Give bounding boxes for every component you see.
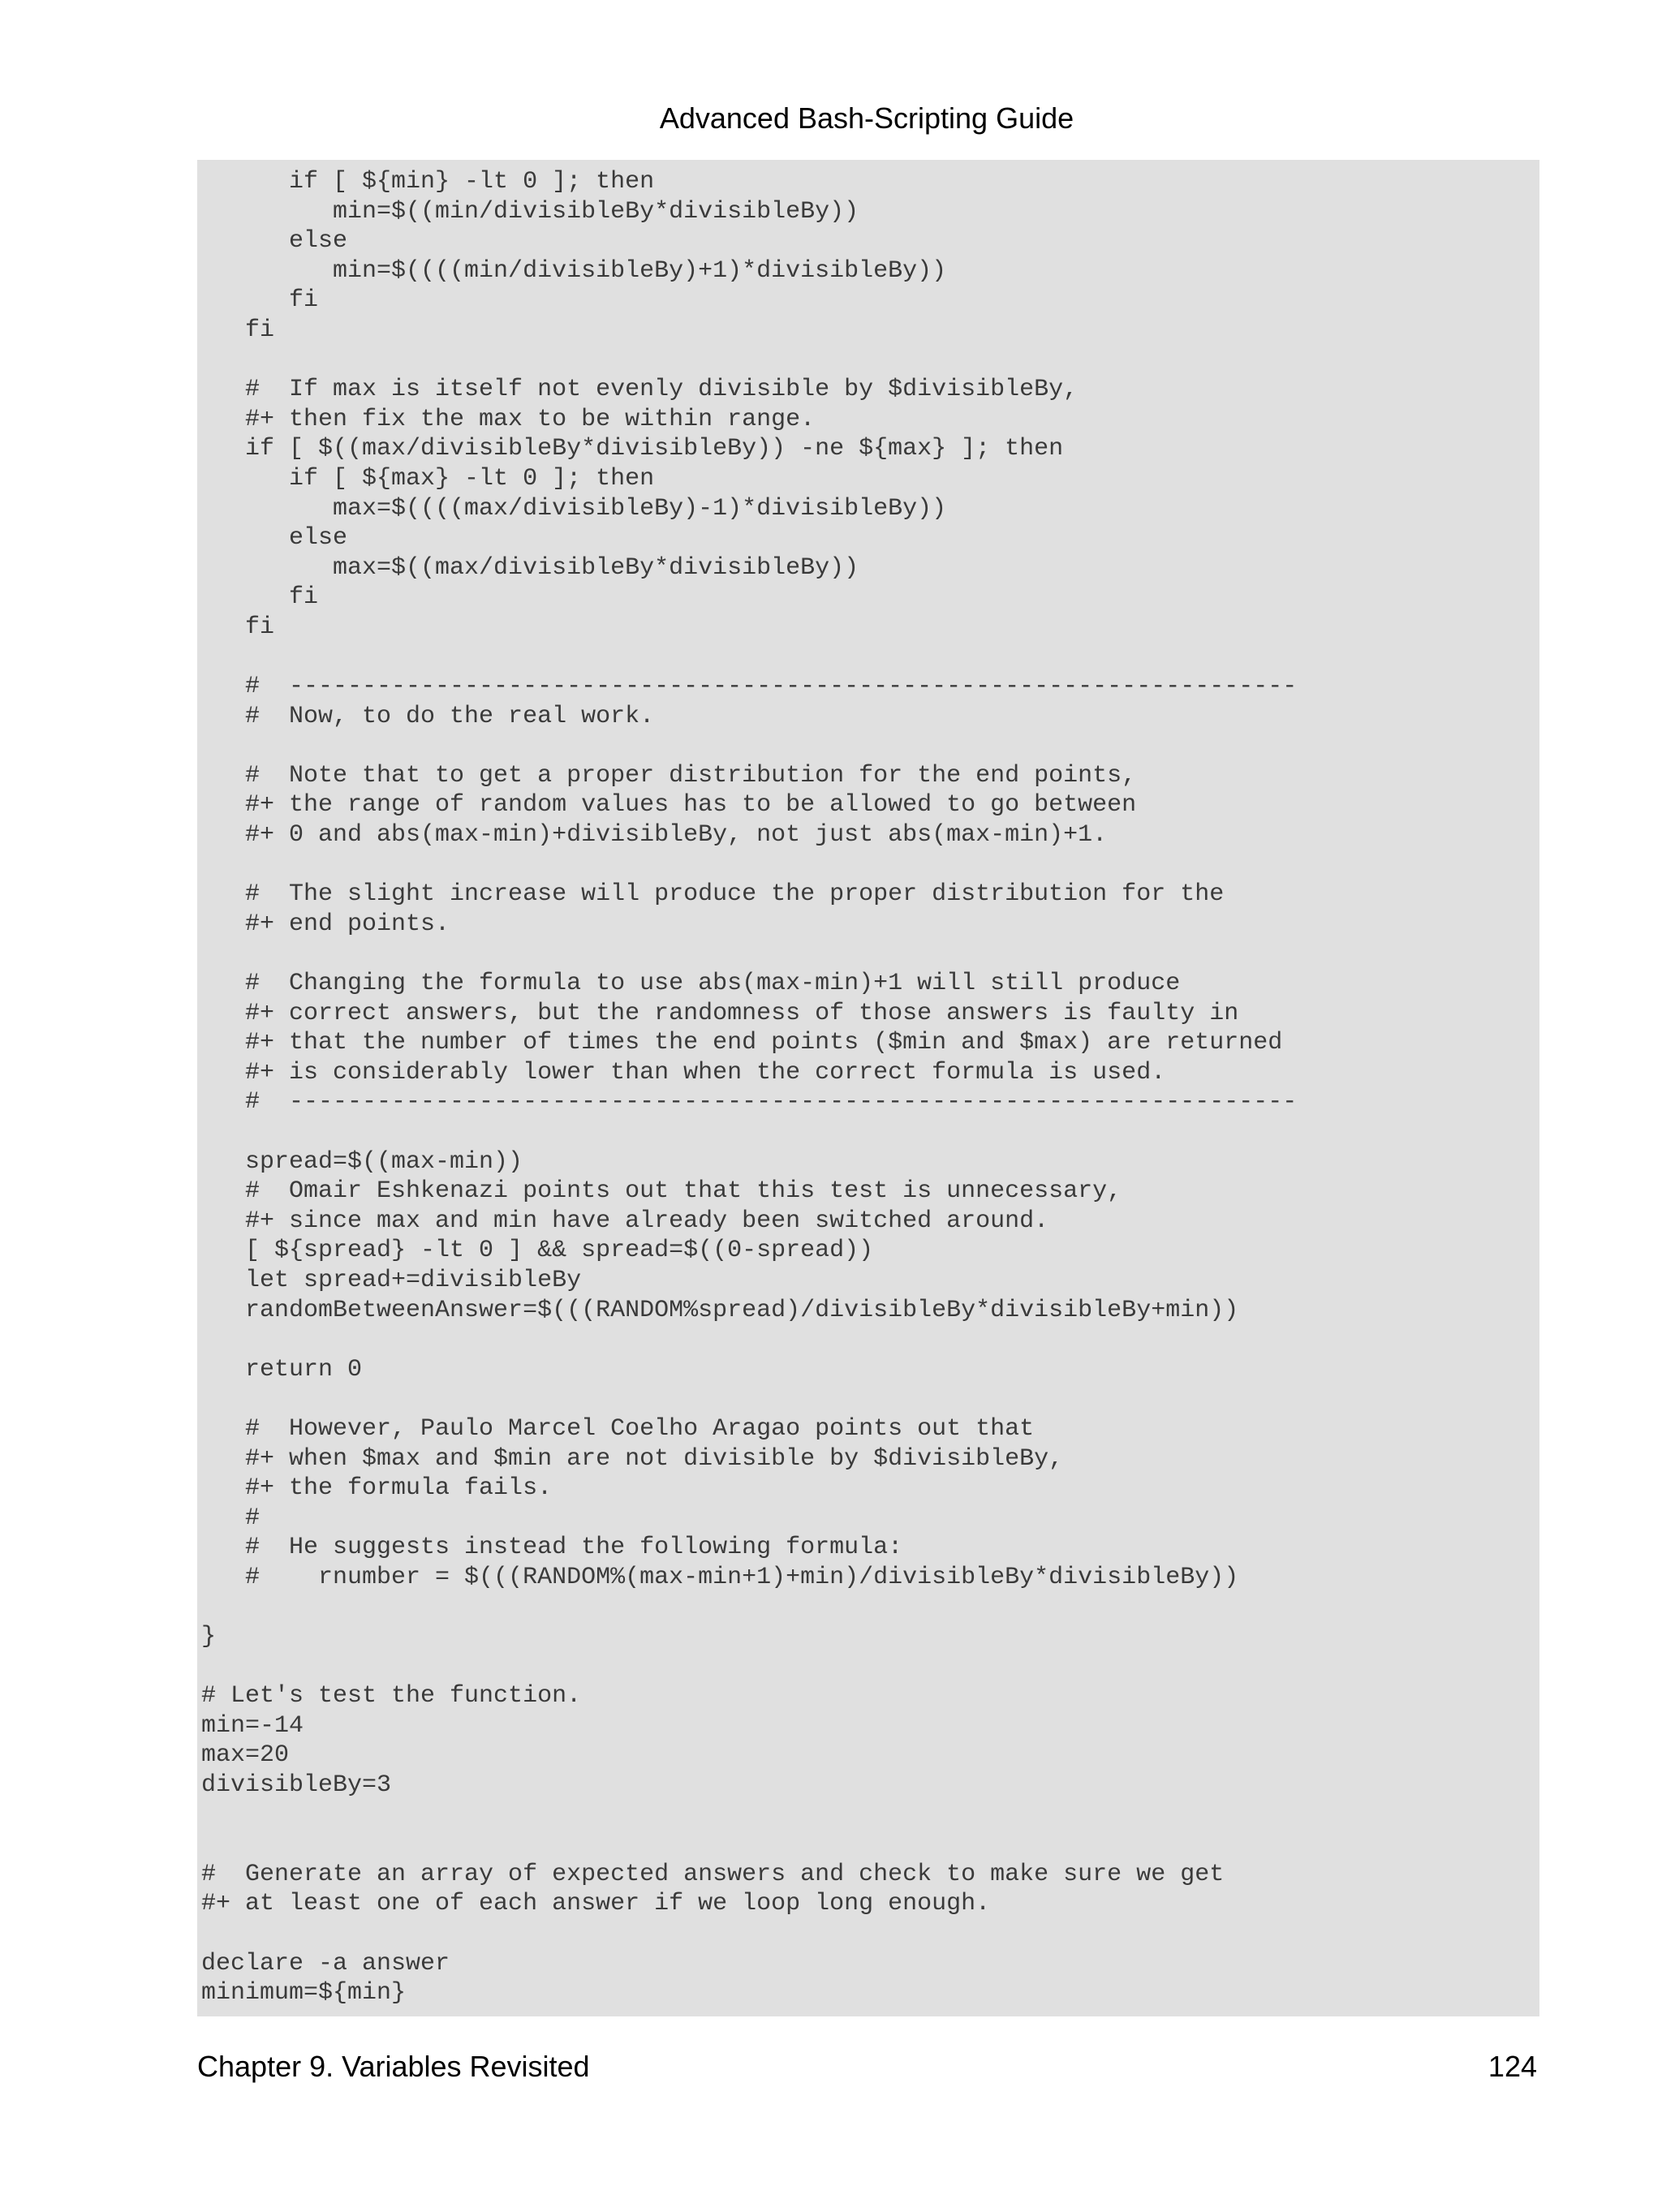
code-line xyxy=(201,1801,1539,1831)
code-line: #+ correct answers, but the randomness of those answers is faulty in xyxy=(201,999,1239,1027)
code-line: minimum=${min} xyxy=(201,1979,407,2008)
code-line: fi xyxy=(201,583,319,612)
code-line xyxy=(201,1593,1539,1623)
code-line xyxy=(201,1652,1539,1682)
page-header-title: Advanced Bash-Scripting Guide xyxy=(659,101,1074,135)
code-line xyxy=(201,850,1539,880)
code-line: #+ is considerably lower than when the correct formula is used. xyxy=(201,1058,1166,1087)
code-line xyxy=(201,731,1539,761)
code-line: divisibleBy=3 xyxy=(201,1771,392,1800)
code-line: fi xyxy=(201,613,275,641)
code-line xyxy=(201,939,1539,969)
code-line: } xyxy=(201,1623,217,1651)
code-line: else xyxy=(201,227,348,256)
code-line: #+ 0 and abs(max-min)+divisibleBy, not just abs(max-min)+1. xyxy=(201,821,1108,850)
code-line: # xyxy=(201,1504,260,1532)
code-line: max=20 xyxy=(201,1741,290,1770)
code-line: let spread+=divisibleBy xyxy=(201,1266,582,1294)
code-line: #+ that the number of times the end points ($min and $max) are returned xyxy=(201,1029,1283,1057)
code-line: if [ ${max} -lt 0 ]; then xyxy=(201,464,655,493)
code-line: #+ the range of random values has to be allowed to go between xyxy=(201,791,1137,820)
code-line: # He suggests instead the following formula: xyxy=(201,1534,903,1562)
code-line: fi xyxy=(201,286,319,315)
code-line xyxy=(201,346,1539,376)
code-line: spread=$((max-min)) xyxy=(201,1147,523,1176)
code-line: randomBetweenAnswer=$(((RANDOM%spread)/divisibleBy*divisibleBy+min)) xyxy=(201,1296,1239,1324)
code-line xyxy=(201,1325,1539,1355)
code-line: # Changing the formula to use abs(max-min)+1 will still produce xyxy=(201,970,1181,998)
page-number: 124 xyxy=(1488,2050,1537,2083)
code-line: #+ end points. xyxy=(201,910,450,938)
code-line: #+ when $max and $min are not divisible by $divisibleBy, xyxy=(201,1444,1064,1473)
code-line: if [ ${min} -lt 0 ]; then xyxy=(201,168,655,196)
code-line: fi xyxy=(201,316,275,344)
code-line xyxy=(201,1830,1539,1860)
code-line: #+ the formula fails. xyxy=(201,1474,553,1503)
code-line: # --------------------------------------------------------------------- xyxy=(201,673,1298,701)
code-line xyxy=(201,1117,1539,1147)
chapter-title: Chapter 9. Variables Revisited xyxy=(197,2050,590,2083)
code-line: # Generate an array of expected answers and check to make sure we get xyxy=(201,1860,1225,1888)
code-line: # rnumber = $(((RANDOM%(max-min+1)+min)/divisibleBy*divisibleBy)) xyxy=(201,1563,1239,1591)
code-line: [ ${spread} -lt 0 ] && spread=$((0-spread)) xyxy=(201,1237,874,1265)
code-line: #+ since max and min have already been switched around. xyxy=(201,1207,1049,1235)
code-line: # The slight increase will produce the proper distribution for the xyxy=(201,880,1225,909)
code-line: #+ at least one of each answer if we loop long enough. xyxy=(201,1890,991,1918)
code-line: return 0 xyxy=(201,1355,363,1384)
code-line: min=$((min/divisibleBy*divisibleBy)) xyxy=(201,197,859,226)
code-line: min=$((((min/divisibleBy)+1)*divisibleBy)) xyxy=(201,256,947,285)
code-line: max=$((max/divisibleBy*divisibleBy)) xyxy=(201,553,859,582)
code-line: #+ then fix the max to be within range. xyxy=(201,405,816,433)
code-line xyxy=(201,1919,1539,1949)
code-line: # However, Paulo Marcel Coelho Aragao points out that xyxy=(201,1414,1035,1443)
code-line: # Let's test the function. xyxy=(201,1682,582,1711)
code-line: else xyxy=(201,524,348,553)
code-line xyxy=(201,643,1539,673)
code-line xyxy=(201,1384,1539,1414)
code-line: min=-14 xyxy=(201,1711,304,1740)
code-line: # Note that to get a proper distribution for the end points, xyxy=(201,761,1137,790)
code-listing xyxy=(197,160,1539,2016)
code-line: # --------------------------------------------------------------------- xyxy=(201,1088,1298,1117)
code-line: # Now, to do the real work. xyxy=(201,702,655,730)
code-line: # If max is itself not evenly divisible by $divisibleBy, xyxy=(201,376,1079,404)
code-line: max=$((((max/divisibleBy)-1)*divisibleBy)) xyxy=(201,494,947,523)
code-line: if [ $((max/divisibleBy*divisibleBy)) -ne ${max} ]; then xyxy=(201,435,1064,463)
code-line: # Omair Eshkenazi points out that this test is unnecessary, xyxy=(201,1177,1122,1206)
code-line: declare -a answer xyxy=(201,1949,450,1977)
